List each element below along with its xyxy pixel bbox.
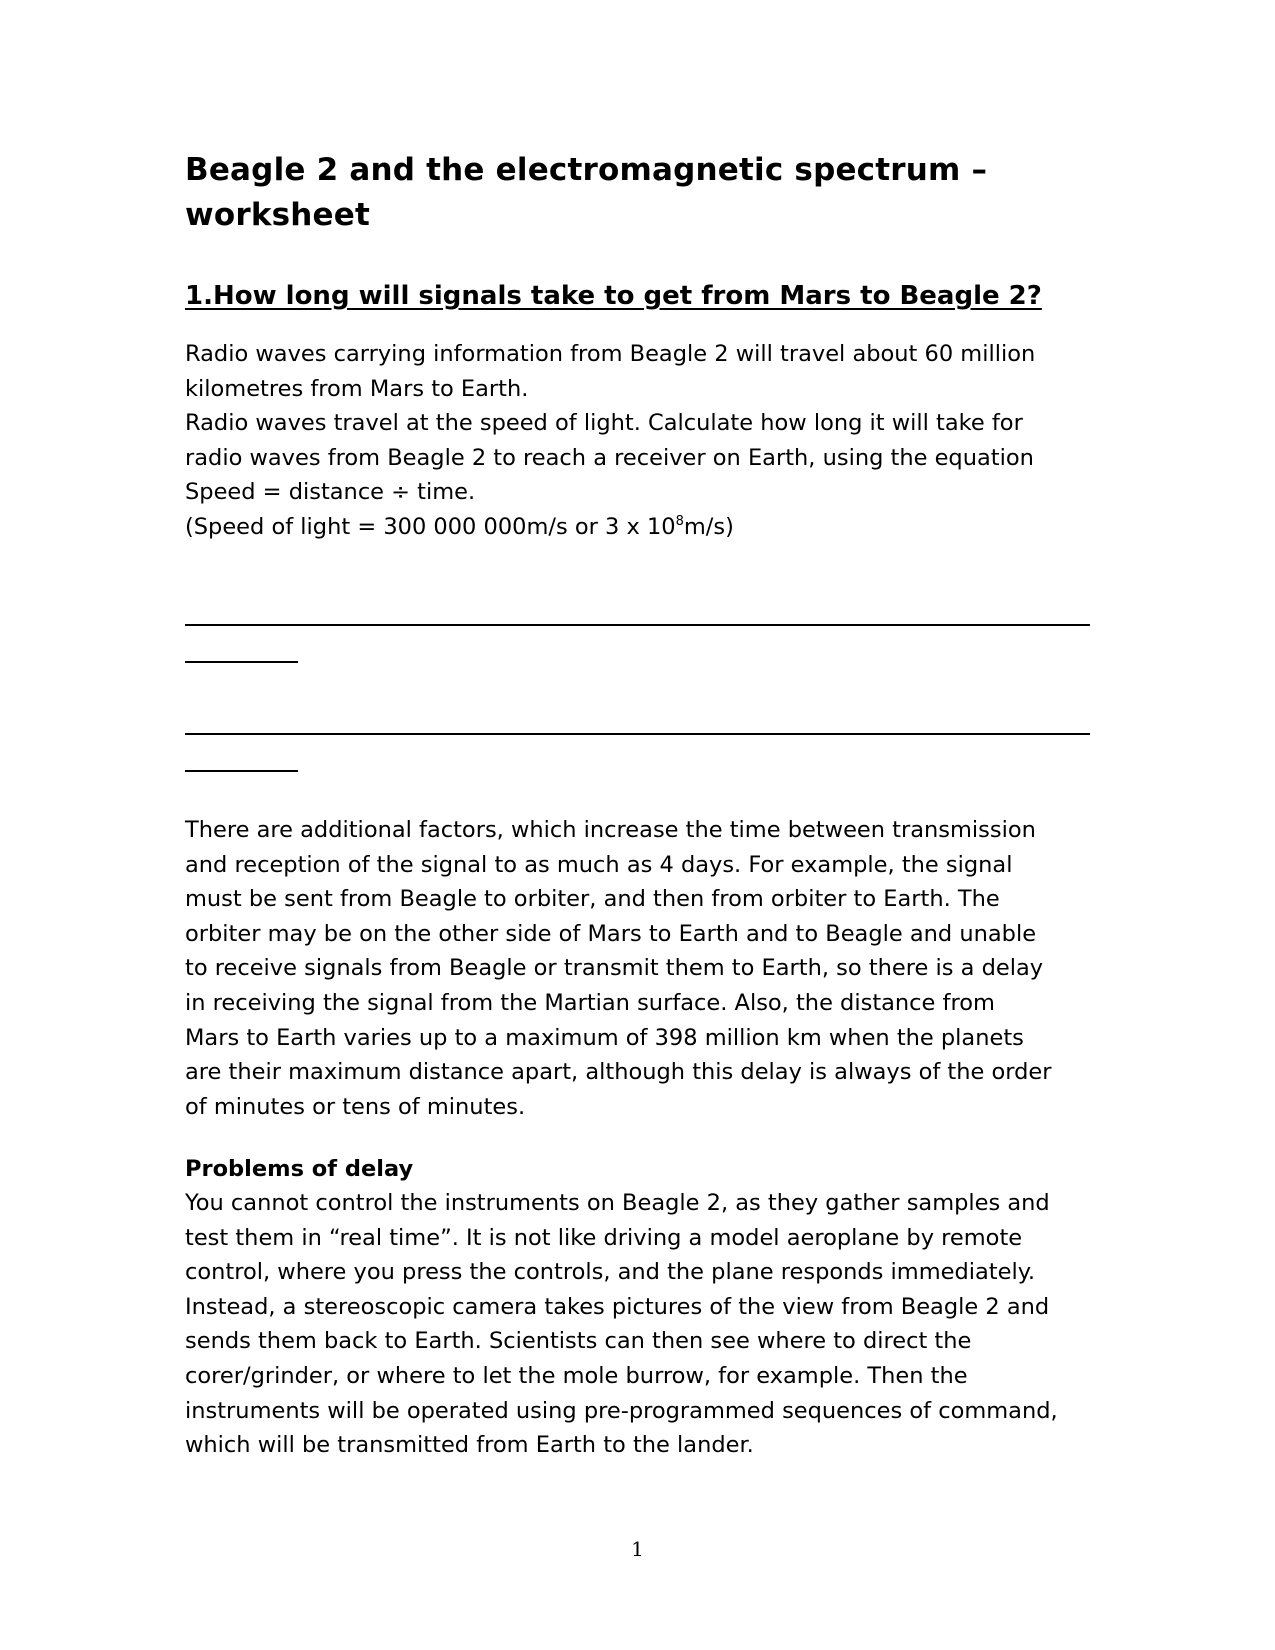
worksheet-title: [185, 148, 1085, 238]
title-line: worksheet: [185, 197, 371, 233]
factors-line: and reception of the signal to as much as 4 days. For example, the signal: [185, 851, 1013, 878]
problems-line: sends them back to Earth. Scientists can then see where to direct the: [185, 1328, 972, 1355]
problems-line: You cannot control the instruments on Beagle 2, as they gather samples and: [185, 1190, 1050, 1216]
answer-line-continuation[interactable]: [185, 770, 298, 772]
problems-line: control, where you press the controls, and the plane responds immediately.: [185, 1259, 1035, 1286]
page-number: 1: [631, 1537, 644, 1561]
factors-line: of minutes or tens of minutes.: [185, 1093, 526, 1120]
speed-of-light-line: [185, 510, 1085, 545]
problems-heading: Problems of delay: [185, 1156, 414, 1182]
problems-paragraph: [185, 1186, 1085, 1463]
answer-line[interactable]: [185, 733, 1090, 735]
factors-line: orbiter may be on the other side of Mars to Earth and to Beagle and unable: [185, 920, 1037, 947]
problems-line: which will be transmitted from Earth to the lander.: [185, 1432, 754, 1459]
factors-line: are their maximum distance apart, although this delay is always of the order: [185, 1059, 1052, 1086]
answer-line[interactable]: [185, 624, 1090, 626]
answer-line-continuation[interactable]: [185, 661, 298, 663]
factors-line: Mars to Earth varies up to a maximum of 398 million km when the planets: [185, 1024, 1024, 1051]
speed-of-light-suffix: m/s): [683, 513, 734, 540]
factors-line: must be sent from Beagle to orbiter, and then from orbiter to Earth. The: [185, 886, 1000, 913]
intro-line: Radio waves travel at the speed of light. Calculate how long it will take for: [185, 410, 1023, 437]
factors-line: in receiving the signal from the Martian surface. Also, the distance from: [185, 989, 995, 1016]
factors-line: There are additional factors, which increase the time between transmission: [185, 817, 1036, 843]
equation-line: Speed = distance ÷ time.: [185, 479, 476, 506]
intro-paragraph: [185, 337, 1085, 545]
problems-line: instruments will be operated using pre-programmed sequences of command,: [185, 1397, 1058, 1424]
speed-of-light-prefix: (Speed of light = 300 000 000m/s or 3 x 10: [185, 513, 676, 540]
factors-paragraph: [185, 813, 1085, 1124]
problems-line: corer/grinder, or where to let the mole burrow, for example. Then the: [185, 1362, 968, 1389]
title-line: Beagle 2 and the electromagnetic spectrum –: [185, 152, 988, 188]
speed-of-light-exponent: 8: [675, 513, 684, 529]
problems-line: Instead, a stereoscopic camera takes pictures of the view from Beagle 2 and: [185, 1293, 1050, 1320]
intro-line: kilometres from Mars to Earth.: [185, 375, 529, 402]
factors-line: to receive signals from Beagle or transmit them to Earth, so there is a delay: [185, 955, 1044, 982]
problems-line: test them in “real time”. It is not like driving a model aeroplane by remote: [185, 1224, 1023, 1251]
intro-line: Radio waves carrying information from Beagle 2 will travel about 60 million: [185, 341, 1036, 367]
section-heading: 1.How long will signals take to get from Mars to Beagle 2?: [185, 281, 1042, 311]
intro-line: radio waves from Beagle 2 to reach a receiver on Earth, using the equation: [185, 444, 1034, 471]
